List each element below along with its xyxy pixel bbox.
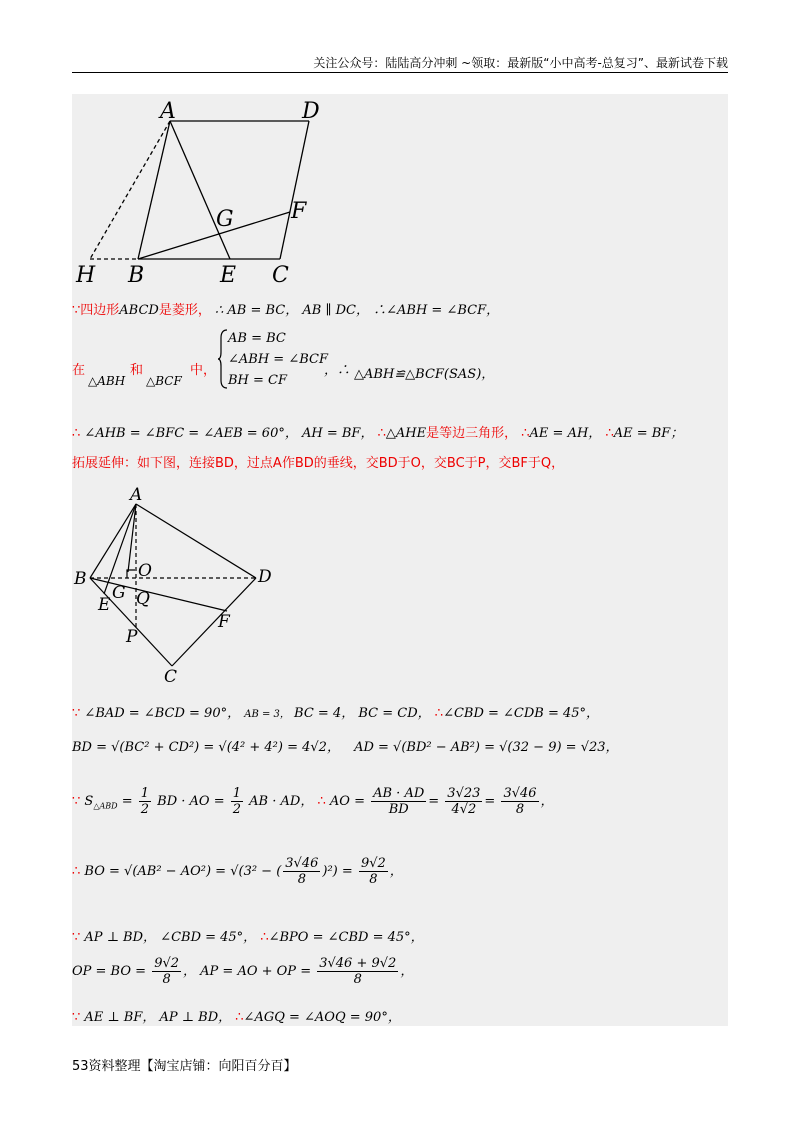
page-footer — [72, 1055, 297, 1074]
label2-B: B — [74, 569, 87, 589]
line-2: 在 和 中， △ABH △BCF AB = BC ∠ABH = ∠BCF BH = CF ，∴ △ABH≌△BCF(SAS)， — [72, 326, 572, 394]
label-H: H — [76, 263, 96, 288]
label-F: F — [291, 199, 307, 224]
label2-Q: Q — [136, 589, 150, 609]
figure-rhombus — [72, 94, 332, 294]
footer-text: 资料整理【淘宝店铺：向阳百分百】 — [88, 1059, 297, 1074]
line-8: ∴ BO = √(AB² − AO²) = √(3² − ( $\frac{3√46}{8}$ )²) = $\frac{9√2}{8}$ ， — [72, 856, 403, 887]
label2-C: C — [164, 667, 178, 686]
label-C: C — [272, 263, 289, 288]
label-G: G — [216, 207, 234, 232]
solution-panel — [72, 94, 728, 1026]
label-E: E — [220, 263, 237, 288]
label-B: B — [128, 263, 145, 288]
label2-E: E — [98, 595, 111, 615]
line-1: ∵四边形ABCD是菱形， ∴ AB = BC， AB ∥ DC， ∴∠ABH = ∠BCF， — [72, 303, 500, 318]
line-10: OP = BO = $\frac{9√2}{8}$ ， AP = AO + OP = $\frac{3√46 + 9√2}{8}$ ， — [72, 956, 414, 987]
label2-G: G — [112, 583, 126, 603]
line-3: ∴ ∠AHB = ∠BFC = ∠AEB = 60°， AH = BF， ∴△AHE是等边三角形， ∴AE = AH， ∴AE = BF； — [72, 426, 684, 441]
line-4: 拓展延伸：如下图，连接BD，过点A作BD的垂线，交BD于O，交BC于P，交BF于Q， — [72, 456, 565, 471]
line-6: BD = √(BC² + CD²) = √(4² + 4²) = 4√2， AD = √(BD² − AB²) = √(32 − 9) = √23， — [72, 740, 619, 755]
line-5: ∵ ∠BAD = ∠BCD = 90°， AB = 3， BC = 4， BC = CD， ∴∠CBD = ∠CDB = 45°， — [72, 706, 600, 721]
line-7: ∵ $S_{\triangle ABD}$ = $\frac{1}{2}$ BD · AO = $\frac{1}{2}$ AB · AD， ∴ AO = $\frac{AB \cdot AD}{BD}$ = $\frac{3√23}{4√2}$ = $\frac{3√46}{8}$ ， — [72, 786, 554, 817]
line-11: ∵ AE ⊥ BF， AP ⊥ BD， ∴∠AGQ = ∠AOQ = 90°， — [72, 1010, 401, 1025]
page-header: 关注公众号：陆陆高分冲刺 ~领取：最新版“小中高考-总复习”、最新试卷下载 — [313, 56, 728, 70]
label2-D: D — [258, 567, 272, 587]
label-A: A — [160, 99, 176, 124]
label2-O: O — [138, 561, 152, 581]
label2-F: F — [218, 612, 230, 632]
label2-A: A — [130, 486, 143, 505]
label2-P: P — [126, 627, 138, 647]
figure-quadrilateral — [72, 486, 292, 686]
label-D: D — [302, 99, 320, 124]
line-9: ∵ AP ⊥ BD， ∠CBD = 45°， ∴∠BPO = ∠CBD = 45°， — [72, 930, 424, 945]
page-number: 53 — [72, 1059, 89, 1074]
header-divider — [72, 72, 728, 73]
